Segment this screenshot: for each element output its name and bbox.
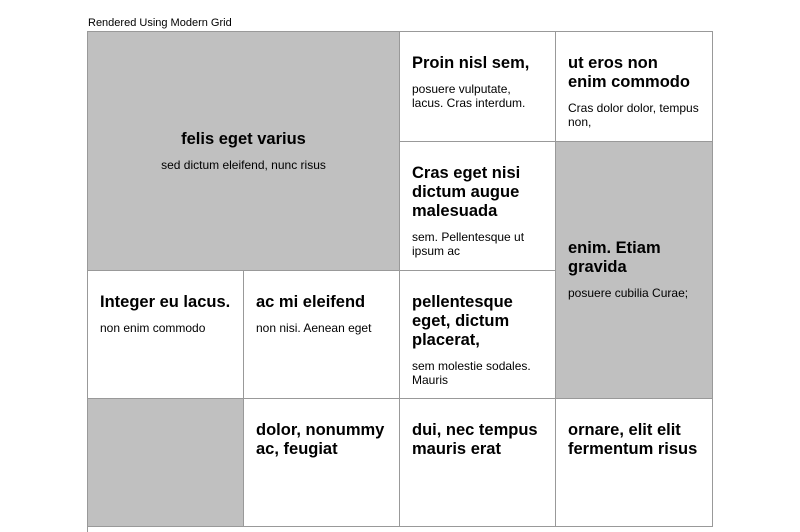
cell-title: Cras eget nisi dictum augue malesuada bbox=[412, 164, 521, 220]
grid-cell-featured bbox=[88, 32, 400, 271]
cell-title: ornare, elit elit fermentum risus bbox=[568, 421, 698, 458]
cell-title: dolor, nonummy ac, feugiat bbox=[256, 421, 385, 458]
cell-subtitle: sed dictum eleifend, nunc risus bbox=[161, 157, 326, 172]
modern-grid bbox=[87, 31, 713, 532]
grid-cell bbox=[244, 399, 400, 527]
grid-cell bbox=[400, 32, 556, 142]
cell-subtitle: non nisi. Aenean eget bbox=[256, 321, 372, 335]
cell-title: Integer eu lacus. bbox=[100, 293, 231, 311]
cell-title: ac mi eleifend bbox=[256, 293, 366, 311]
cell-subtitle: non enim commodo bbox=[100, 321, 206, 335]
cell-subtitle: sem. Pellentesque ut ipsum ac bbox=[412, 230, 525, 258]
grid-cell bbox=[400, 271, 556, 399]
cell-title: enim. Etiam gravida bbox=[568, 239, 661, 277]
cell-title: dui, nec tempus mauris erat bbox=[412, 421, 538, 458]
cell-subtitle: sem molestie sodales. Mauris bbox=[412, 359, 531, 387]
grid-cell bbox=[400, 142, 556, 271]
grid-cell bbox=[244, 271, 400, 399]
grid-cell-tall bbox=[556, 142, 713, 399]
cell-subtitle: posuere vulputate, lacus. Cras interdum. bbox=[412, 82, 526, 110]
cell-subtitle: posuere cubilia Curae; bbox=[568, 286, 689, 301]
grid-cell bbox=[556, 399, 713, 527]
cell-subtitle: Cras dolor dolor, tempus non, bbox=[568, 101, 699, 129]
cell-title: Proin nisl sem, bbox=[412, 54, 530, 72]
page-caption: Rendered Using Modern Grid bbox=[88, 17, 232, 29]
grid-cell bbox=[88, 271, 244, 399]
cell-title: felis eget varius bbox=[181, 129, 306, 148]
grid-cell bbox=[556, 32, 713, 142]
cell-title: ut eros non enim commodo bbox=[568, 54, 690, 91]
cell-title: pellentesque eget, dictum placerat, bbox=[412, 293, 513, 349]
grid-cell bbox=[400, 399, 556, 527]
grid-cell-empty bbox=[88, 399, 244, 527]
